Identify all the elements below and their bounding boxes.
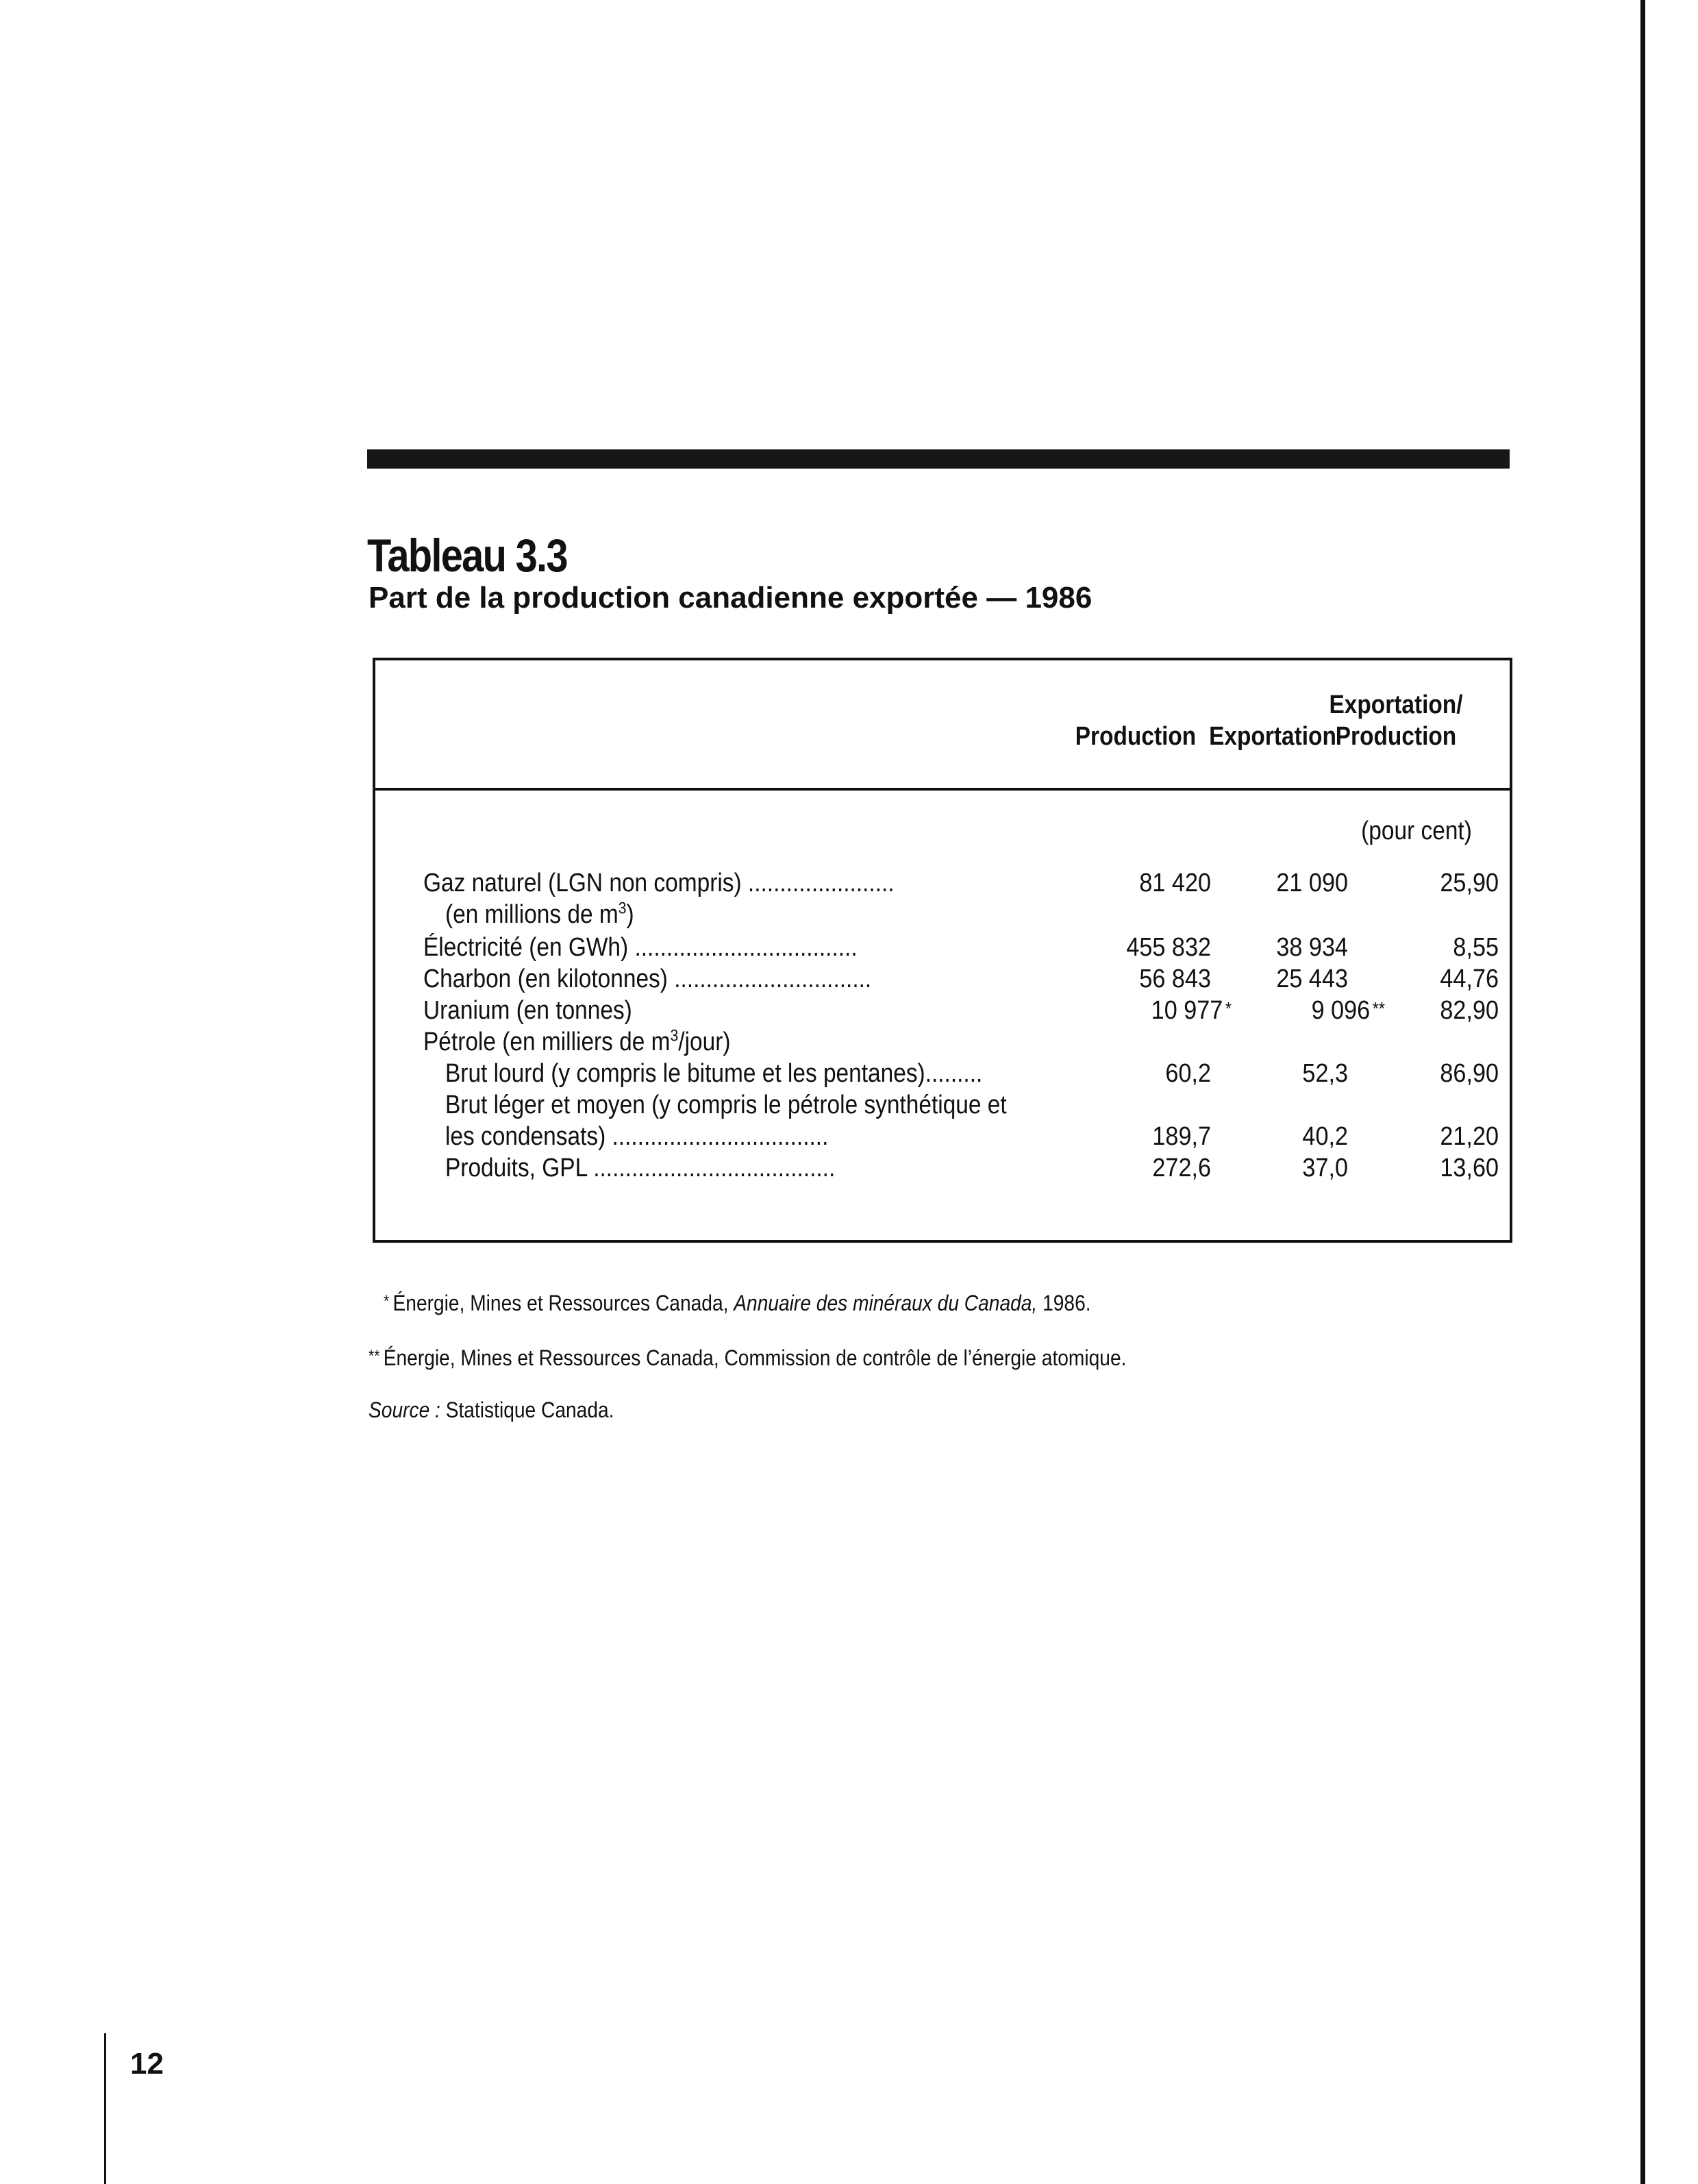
cell-exportation: 40,2 — [1302, 1122, 1348, 1151]
table-row — [375, 867, 1510, 899]
footnote-1: * Énergie, Mines et Ressources Canada, Annuaire des minéraux du Canada, 1986. — [384, 1291, 1091, 1315]
footnote-marker: ** — [1372, 998, 1385, 1019]
data-table — [373, 658, 1512, 1243]
cell-production: 189,7 — [1152, 1122, 1211, 1151]
row-label: Électricité (en GWh) ................................... — [423, 933, 858, 962]
table-row — [375, 995, 1510, 1026]
header-divider — [375, 788, 1510, 791]
cell-production: 10 977 * — [1151, 996, 1232, 1025]
table-row — [375, 1152, 1510, 1184]
row-label: les condensats) .................................. — [445, 1122, 829, 1151]
table-row — [375, 932, 1510, 963]
row-label: Brut lourd (y compris le bitume et les pentanes)......... — [445, 1059, 983, 1088]
cell-production: 60,2 — [1165, 1059, 1211, 1088]
cell-exportation: 25 443 — [1276, 965, 1348, 993]
cell-ratio: 44,76 — [1440, 965, 1499, 993]
column-header-exportation: Exportation — [1209, 722, 1336, 751]
cell-production: 81 420 — [1139, 869, 1211, 897]
page-number: 12 — [130, 2047, 164, 2081]
table-subtitle: Part de la production canadienne exportée — 1986 — [369, 581, 1093, 615]
cell-exportation: 21 090 — [1276, 869, 1348, 897]
cell-exportation: 9 096 ** — [1311, 996, 1385, 1025]
page-right-edge — [1640, 0, 1645, 2184]
cell-ratio: 25,90 — [1440, 869, 1499, 897]
row-label: Uranium (en tonnes) — [423, 996, 632, 1025]
footnote-2: ** Énergie, Mines et Ressources Canada, Commission de contrôle de l’énergie atomique. — [369, 1345, 1127, 1370]
cell-production: 455 832 — [1126, 933, 1211, 962]
row-label: Brut léger et moyen (y compris le pétrole synthétique et — [445, 1091, 1007, 1119]
table-top-rule — [367, 449, 1510, 469]
table-row — [375, 1058, 1510, 1089]
cell-ratio: 82,90 — [1440, 996, 1499, 1025]
cell-production: 56 843 — [1139, 965, 1211, 993]
cell-ratio: 86,90 — [1440, 1059, 1499, 1088]
table-row — [375, 963, 1510, 995]
source-note: Source : Statistique Canada. — [369, 1398, 614, 1422]
table-row — [375, 1026, 1510, 1058]
footnote-marker: * — [384, 1292, 390, 1311]
footnote-marker: ** — [369, 1347, 380, 1365]
publication-title: Annuaire des minéraux du Canada, — [734, 1291, 1038, 1315]
table-row — [375, 899, 1510, 930]
column-header-ratio-line2: Production — [1335, 722, 1457, 751]
margin-line — [104, 2033, 106, 2184]
table-row — [375, 1121, 1510, 1152]
cell-ratio: 8,55 — [1453, 933, 1499, 962]
table-title: Tableau 3.3 — [367, 530, 567, 582]
footnote-marker: * — [1225, 998, 1232, 1019]
cell-exportation: 38 934 — [1276, 933, 1348, 962]
column-header-production: Production — [1075, 722, 1197, 751]
cell-production: 272,6 — [1152, 1154, 1211, 1182]
row-label: Gaz naturel (LGN non compris) ....................... — [423, 869, 895, 897]
cell-ratio: 21,20 — [1440, 1122, 1499, 1151]
column-header-ratio — [1299, 689, 1493, 752]
column-header-ratio-line1: Exportation/ — [1329, 691, 1463, 719]
row-label: Pétrole (en milliers de $m^3/jour$) — [423, 1026, 731, 1056]
cell-ratio: 13,60 — [1440, 1154, 1499, 1182]
source-label: Source : — [369, 1398, 440, 1422]
row-label: Produits, GPL ...................................... — [445, 1154, 836, 1182]
cell-exportation: 37,0 — [1302, 1154, 1348, 1182]
row-label: Charbon (en kilotonnes) ............................... — [423, 965, 872, 993]
table-row — [375, 1089, 1510, 1121]
unit-note: (pour cent) — [1361, 817, 1472, 845]
row-label: (en millions de $m^3$) — [445, 899, 634, 929]
cell-exportation: 52,3 — [1302, 1059, 1348, 1088]
